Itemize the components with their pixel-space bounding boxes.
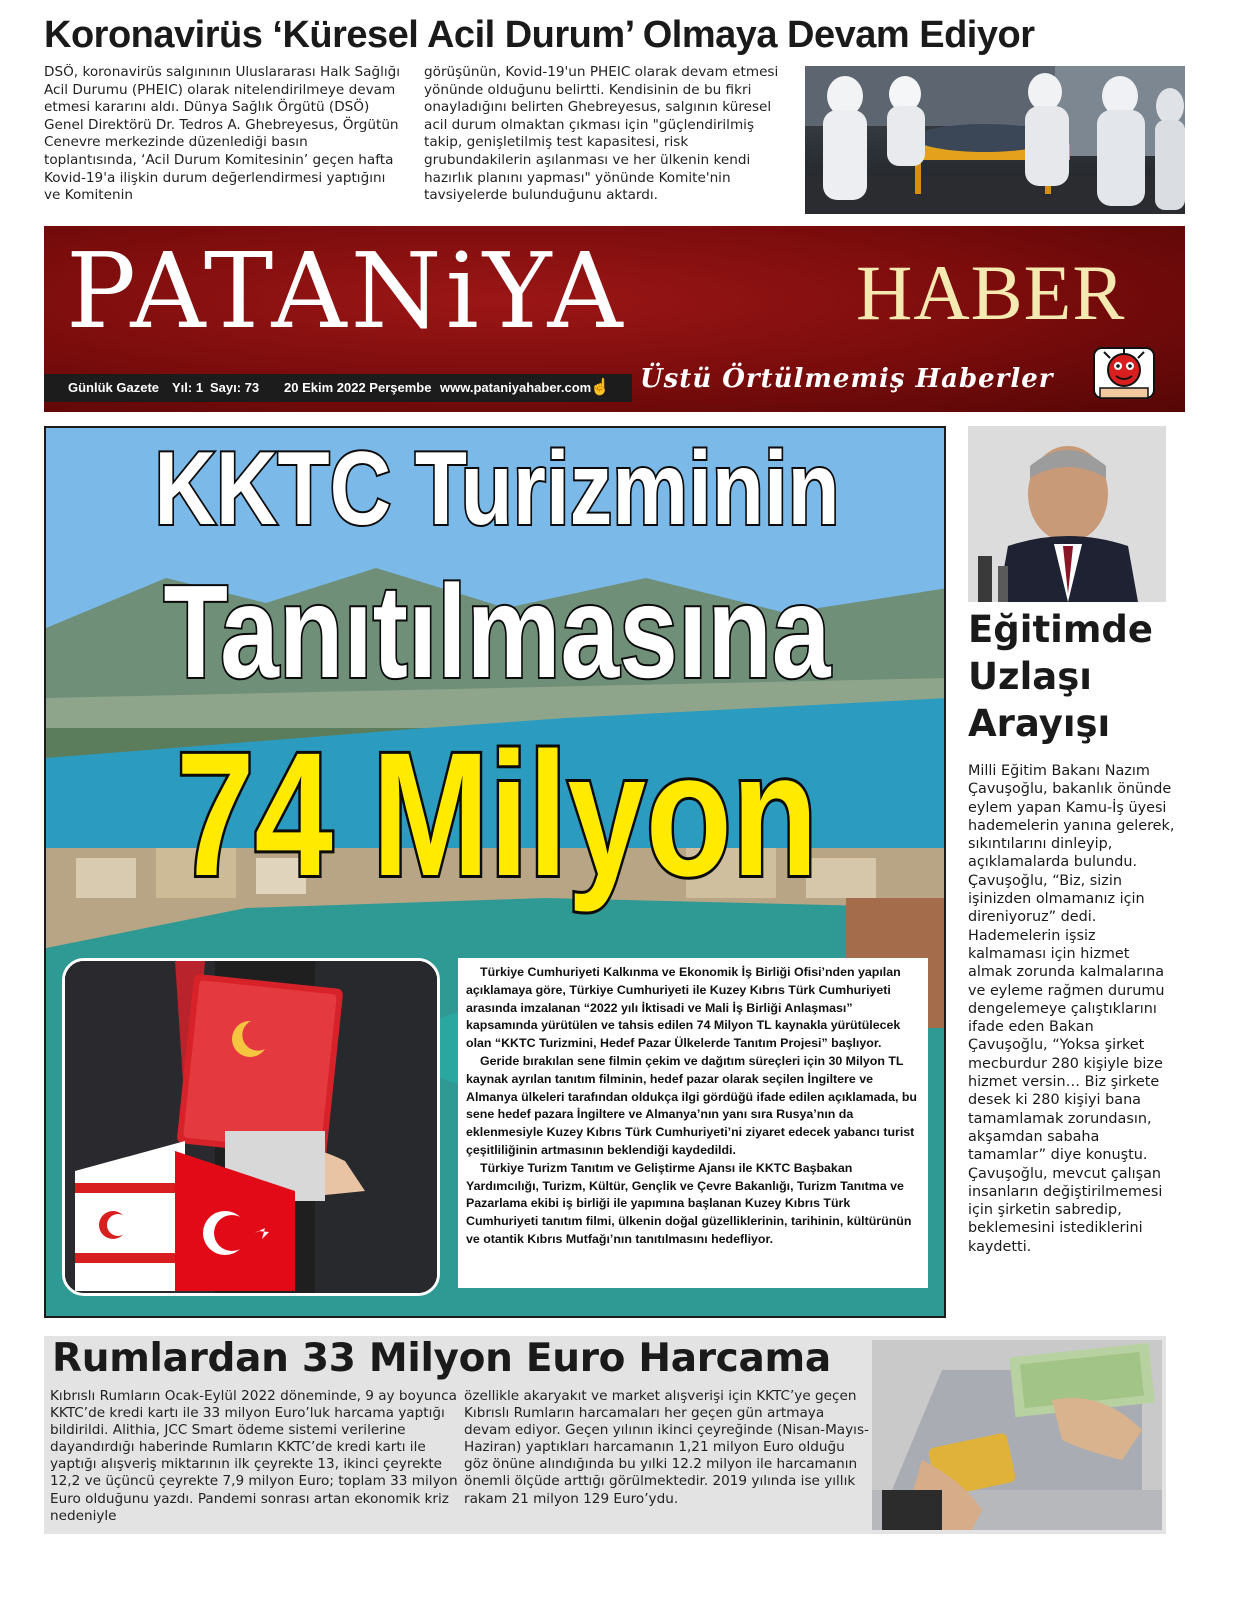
edition-date: 20 Ekim 2022 Perşembe: [284, 380, 432, 395]
medical-workers-photo: [805, 66, 1185, 214]
edition-year: Yıl: 1: [172, 380, 204, 395]
newspaper-logo: PATANiYA: [66, 230, 627, 352]
main-headline-line-1: KKTC Turizminin: [154, 431, 840, 547]
main-story-body: [458, 958, 928, 1288]
cartoon-mascot-icon: [1074, 344, 1174, 406]
website-link[interactable]: www.pataniyahaber.com: [440, 380, 592, 395]
edition-type: Günlük Gazete: [68, 380, 160, 395]
minister-portrait-photo: [968, 426, 1166, 602]
edition-info-strip: [44, 374, 632, 402]
bottom-story-column-2: özellikle akaryakıt ve market alışverişi için KKTC’ye geçen Kıbrıslı Rumların harcamaları her geçen gün artmaya devam ediyor. Geçen yılının ikinci çeyreğinde (Nisan-Mayıs-Haziran) yaptıkları harcamanın 1,21 milyon Euro olduğu göz önüne alındığında bu yılki 12.2 milyon ile harcamanın önemli ölçüde arttığı görülmektedir. 2019 yılında ise yıllık rakam 21 milyon 129 Euro’ydu.: [464, 1388, 869, 1507]
side-story-headline: Eğitimde Uzlaşı Arayışı: [968, 608, 1153, 745]
agreement-signing-photo: [62, 958, 440, 1296]
main-story-paragraph-3: Türkiye Turizm Tanıtım ve Geliştirme Ajansı ile KKTC Başbakan Yardımcılığı, Turizm, Kültür, Gençlik ve Çevre Bakanlığı, Turizm Tanıtma ve Pazarlama ekibi iş birliği ile yapımına başlanan Kuzey Kıbrıs Türk Cumhuriyeti tanıtım filmi, ülkenin doğal güzelliklerinin, tarihinin, kültürünün ve otantik Kıbrıs Mutfağı’nın tanıtılmasını hedefliyor.: [466, 1160, 912, 1246]
masthead-slogan: Üstü Örtülmemiş Haberler: [640, 364, 1054, 394]
main-headline-line-3: 74 Milyon: [176, 717, 818, 913]
bottom-story: [44, 1336, 1166, 1534]
edition-issue: Sayı: 73: [210, 380, 260, 395]
bottom-story-column-1: Kıbrıslı Rumların Ocak-Eylül 2022 döneminde, 9 ay boyunca KKTC’de kredi kartı ile 33 milyon Euro’luk harcama yaptığı bildirildi. Alithia, JCC Smart ödeme sistemi verilerine dayandırdığı haberinde Rumların KKTC’de kredi kartı ile yaptığı alışveriş miktarının ilk çeyrekte 13, ikinci çeyrekte 12,2 ve üçüncü çeyrekte 7,9 milyon Euro; toplam 33 milyon Euro olduğunu yazdı. Pandemi sonrası artan ekonomik kriz nedeniyle: [50, 1388, 458, 1524]
main-story-paragraph-1: Türkiye Cumhuriyeti Kalkınma ve Ekonomik İş Birliği Ofisi’nden yapılan açıklamaya göre, Türkiye Cumhuriyeti ile Kuzey Kıbrıs Türk Cumhuriyeti arasında imzalanan “2022 yılı İktisadi ve Mali İş Birliği Anlaşması” kapsamında yürütülen ve tahsis edilen 74 Milyon TL kaynakla yürütülecek olan “KKTC Turizmini, Hedef Pazar Ülkelerde Tanıtım Projesi” başlıyor.: [466, 965, 901, 1051]
main-headline-line-2: Tanıtılmasına: [163, 558, 831, 705]
hand-pointer-icon: ☝: [590, 379, 610, 396]
main-feature: [44, 426, 946, 1318]
newspaper-logo-haber: HABER: [856, 249, 1126, 336]
top-story-column-1: DSÖ, koronavirüs salgınının Uluslararası Halk Sağlığı Acil Durumu (PHEIC) olarak nitelendirilmeye devam etmesi kararını aldı. Dünya Sağlık Örgütü (DSÖ) Genel Direktörü Dr. Tedros A. Ghebreyesus, Örgütün Cenevre merkezinde düzenlediği basın toplantısında, ‘Acil Durum Komitesinin’ geçen hafta Kovid-19'a ilişkin durum değerlendirmesi yaptığını ve Komitenin: [44, 64, 401, 204]
bottom-story-headline: Rumlardan 33 Milyon Euro Harcama: [52, 1336, 831, 1381]
credit-card-laptop-photo: [872, 1340, 1162, 1530]
main-story-paragraph-2: Geride bırakılan sene filmin çekim ve dağıtım süreçleri için 30 Milyon TL kaynak ayrılan tanıtım filminin, hedef pazar olarak seçilen İngiltere ve Almanya ülkeleri tarafından oldukça ilgi gördüğü ifade edilen açıklamada, bu sene hedef pazara İngiltere ve Almanya’nın yanı sıra Rusya’nın da eklenmesiyle Kuzey Kıbrıs Türk Cumhuriyeti’ni ziyaret edecek yabancı turist çeşitliliğinin artmasının beklendiği kaydedildi.: [466, 1053, 917, 1157]
side-story-body: Milli Eğitim Bakanı Nazım Çavuşoğlu, bakanlık önünde eylem yapan Kamu-İş üyesi hademelerin yanına gelerek, sıkıntılarını dinleyip, açıklamalarda bulundu. Çavuşoğlu, “Biz, sizin işinizden olmamanız için direniyoruz” dedi. Hademelerin işsiz kalmaması için hizmet almak zorunda kalmalarına ve eyleme rağmen durumu dengelemeye çalıştıklarını ifade eden Bakan Çavuşoğlu, “Yoksa şirket mecburdur 280 kişiyle bize hizmet versin… Biz şirkete desek ki 280 kişiyi bana tamamlamak zorundasın, akşamdan sabaha tamamlar” diye konuştu. Çavuşoğlu, mevcut çalışan insanların değiştirilmemesi için şirketin sabredip, beklemesini istediklerini kaydetti.: [968, 763, 1175, 1255]
masthead: [44, 226, 1185, 412]
top-story-column-2: görüşünün, Kovid-19'un PHEIC olarak devam etmesi yönünde olduğunu belirtti. Kendisinin de bu fikri onayladığını belirten Ghebreyesus, salgının küresel acil durum olmaktan çıkması için "güçlendirilmiş takip, genişletilmiş test kapasitesi, risk grubundakilerin aşılanması ve her ülkenin kendi hazırlık planını yapması" yönünde Komite'nin tavsiyelerde bulunduğunu aktardı.: [424, 64, 779, 204]
top-story-headline: Koronavirüs ‘Küresel Acil Durum’ Olmaya Devam Ediyor: [44, 14, 1035, 56]
